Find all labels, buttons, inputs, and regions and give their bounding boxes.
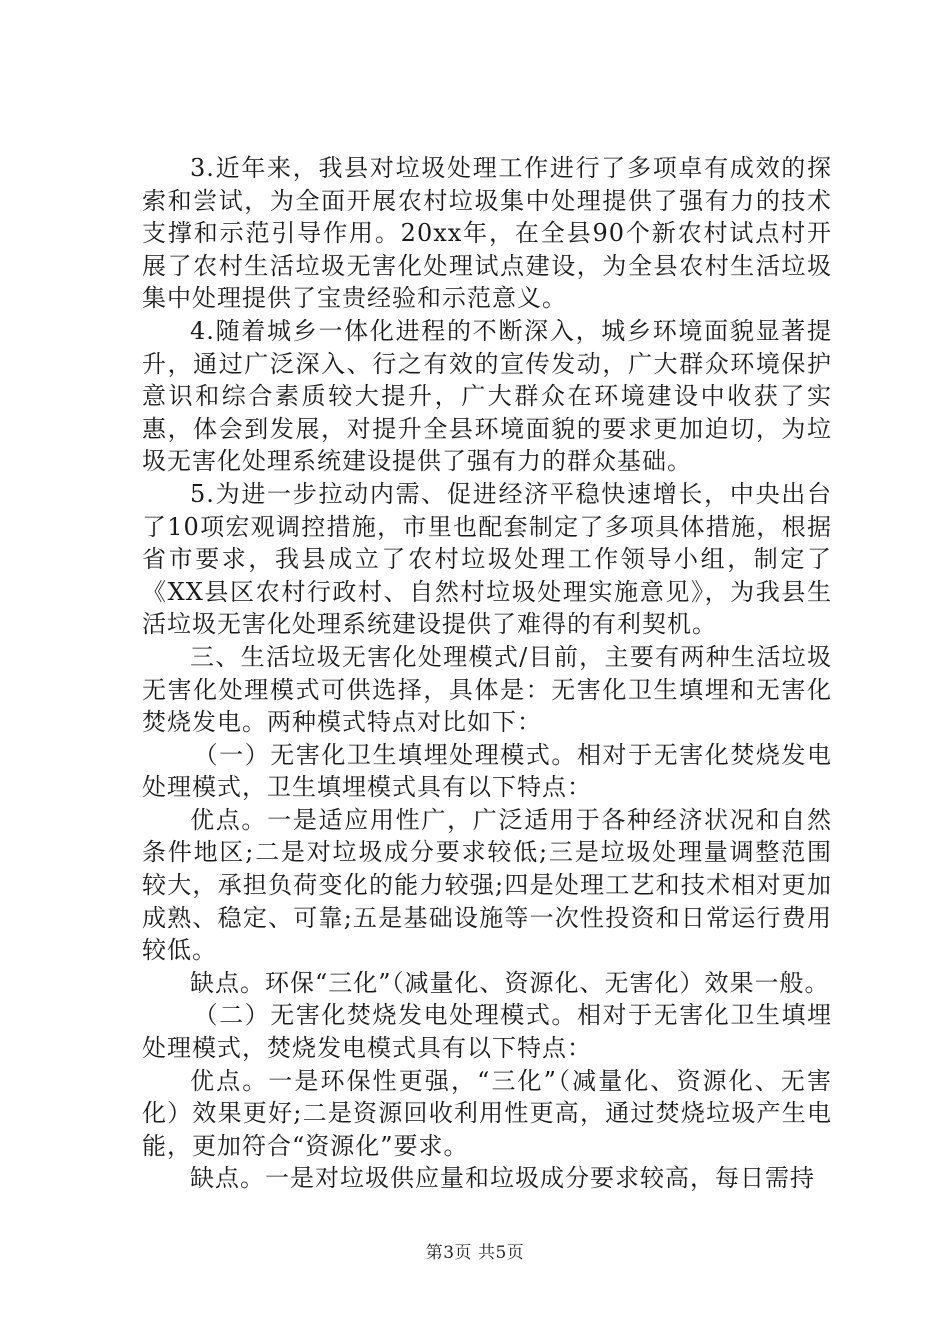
document-body <box>142 152 832 1195</box>
page-footer: 第3页 共5页 <box>425 1243 525 1263</box>
paragraph-3: 3.近年来，我县对垃圾处理工作进行了多项卓有成效的探索和尝试，为全面开展农村垃圾集中处理提供了强有力的技术支撑和示范引导作用。20xx年，在全县90个新农村试点村开展了农村生活垃圾无害化处理试点建设，为全县农村生活垃圾集中处理提供了宝贵经验和示范意义。 <box>142 154 832 313</box>
landfill-disadvantages: 缺点。环保“三化”（减量化、资源化、无害化）效果一般。 <box>190 968 830 997</box>
subsection-one-heading: （一）无害化卫生填埋处理模式。相对于无害化焚烧发电处理模式，卫生填埋模式具有以下特点： <box>142 740 832 802</box>
incineration-disadvantages: 缺点。一是对垃圾供应量和垃圾成分要求较高，每日需持 <box>190 1164 815 1193</box>
incineration-advantages: 优点。一是环保性更强，“三化”（减量化、资源化、无害化）效果更好;二是资源回收利用性更高，通过焚烧垃圾产生电能，更加符合“资源化”要求。 <box>142 1066 832 1160</box>
landfill-advantages: 优点。一是适应用性广，广泛适用于各种经济状况和自然条件地区;二是对垃圾成分要求较低;三是垃圾处理量调整范围较大，承担负荷变化的能力较强;四是处理工艺和技术相对更加成熟、稳定、可靠;五是基础设施等一次性投资和日常运行费用较低。 <box>142 805 832 965</box>
section-three-heading: 三、生活垃圾无害化处理模式/目前，主要有两种生活垃圾无害化处理模式可供选择，具体是：无害化卫生填埋和无害化焚烧发电。两种模式特点对比如下： <box>142 642 832 737</box>
paragraph-5: 5.为进一步拉动内需、促进经济平稳快速增长，中央出台了10项宏观调控措施，市里也配套制定了多项具体措施，根据省市要求，我县成立了农村垃圾处理工作领导小组，制定了《XX县区农村行政村、自然村垃圾处理实施意见》，为我县生活垃圾无害化处理系统建设提供了难得的有利契机。 <box>142 479 832 639</box>
subsection-two-heading: （二）无害化焚烧发电处理模式。相对于无害化卫生填埋处理模式，焚烧发电模式具有以下特点： <box>142 1001 832 1063</box>
paragraph-4: 4.随着城乡一体化进程的不断深入，城乡环境面貌显著提升，通过广泛深入、行之有效的宣传发动，广大群众环境保护意识和综合素质较大提升，广大群众在环境建设中收获了实惠，体会到发展，对提升全县环境面貌的要求更加迫切，为垃圾无害化处理系统建设提供了强有力的群众基础。 <box>142 316 832 476</box>
